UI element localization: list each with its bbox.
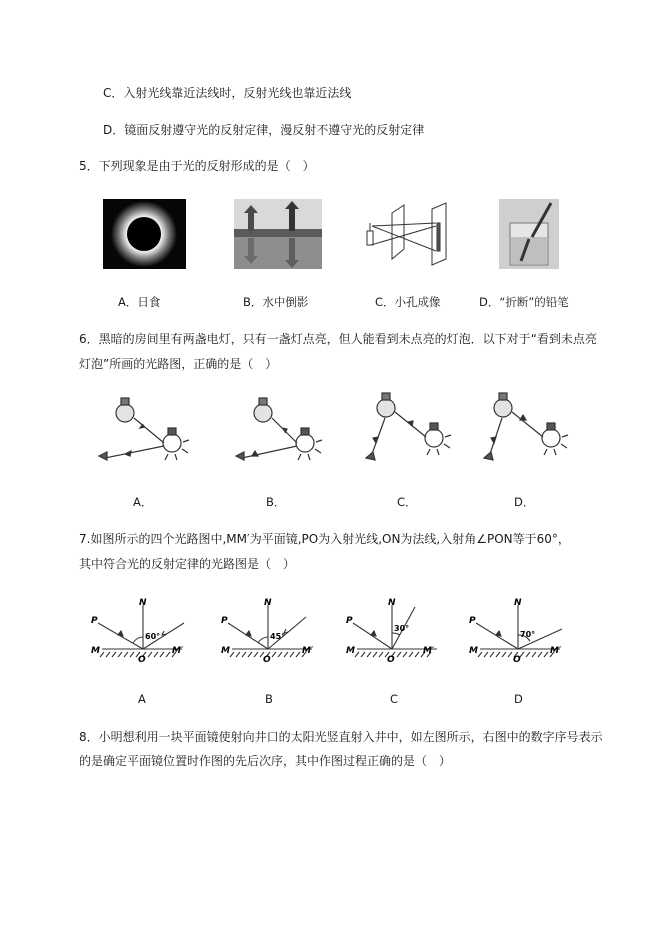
q7a-label-m: M (91, 646, 100, 656)
q6-stem-line2: 灯泡”所画的光路图，正确的是（ ） (79, 357, 278, 371)
q7b-label-o: O (263, 655, 271, 665)
q7-option-b: B (265, 692, 273, 706)
q6-diagram-d (478, 390, 578, 470)
q4-option-c: C．入射光线靠近法线时，反射光线也靠近法线 (103, 86, 352, 100)
q7d-label-o: O (513, 655, 521, 665)
q7d-label-n: N (514, 598, 522, 608)
q7b-angle: 45° (270, 632, 286, 641)
q7a-label-o: O (138, 655, 146, 665)
q7c-label-n: N (388, 598, 396, 608)
q6-diagram-a (95, 390, 195, 470)
q5-stem: 5．下列现象是由于光的反射形成的是（ ） (79, 159, 315, 173)
q6-diagram-c (362, 390, 462, 470)
q7d-label-m: M (469, 646, 478, 656)
q7-diagram-c (343, 593, 453, 665)
q6-diagram-b (230, 390, 330, 470)
q7a-label-mp: M′ (172, 646, 184, 656)
q8-stem-line2: 的是确定平面镜位置时作图的先后次序，其中作图过程正确的是（ ） (79, 754, 452, 768)
q7d-angle: 70° (520, 630, 536, 639)
q7-option-a: A (138, 692, 146, 706)
q7c-label-m: M (346, 646, 355, 656)
q7c-label-p: P (346, 616, 353, 626)
q7c-label-o: O (387, 655, 395, 665)
q7c-label-mp: M′ (423, 646, 435, 656)
q6-option-d: D． (514, 495, 535, 509)
q7-stem-line1: 7.如图所示的四个光路图中,MM′为平面镜,PO为入射光线,ON为法线,入射角∠PON等于60°， (79, 532, 570, 546)
q8-stem-line1: 8．小明想利用一块平面镜使射向井口的太阳光竖直射入井中，如左图所示，右图中的数字序号表示 (79, 730, 603, 744)
q7b-label-n: N (264, 598, 272, 608)
q6-option-b: B． (266, 495, 286, 509)
q7a-label-p: P (91, 616, 98, 626)
q5-option-d: D．“折断”的铅笔 (479, 295, 569, 309)
q6-option-a: A． (133, 495, 153, 509)
q5-option-c: C．小孔成像 (375, 295, 441, 309)
q5-option-b: B．水中倒影 (243, 295, 309, 309)
q7d-label-mp: M′ (550, 646, 562, 656)
q6-stem-line1: 6．黑暗的房间里有两盏电灯，只有一盏灯点亮，但人能看到未点亮的灯泡．以下对于“看到未点亮 (79, 332, 597, 346)
q7c-angle: 30° (394, 624, 410, 633)
q7a-label-n: N (139, 598, 147, 608)
q7-option-c: C (390, 692, 399, 706)
q7d-label-p: P (469, 616, 476, 626)
q6-option-c: C． (397, 495, 417, 509)
q7b-label-mp: M′ (302, 646, 314, 656)
q5-image-solar-eclipse (103, 199, 186, 269)
q7-diagram-d (466, 593, 576, 665)
q7-stem-line2: 其中符合光的反射定律的光路图是（ ） (79, 557, 296, 571)
q7-option-d: D (514, 692, 523, 706)
q5-image-water-reflection (234, 199, 322, 269)
q7b-label-p: P (221, 616, 228, 626)
q7-diagram-b (218, 593, 328, 665)
q5-option-a: A．日食 (118, 295, 161, 309)
q5-image-pinhole (364, 201, 454, 269)
q4-option-d: D．镜面反射遵守光的反射定律，漫反射不遵守光的反射定律 (103, 123, 425, 137)
q7b-label-m: M (221, 646, 230, 656)
q7-diagram-a (88, 593, 198, 665)
q5-image-broken-pencil (499, 199, 559, 269)
q7a-angle: 60° (145, 632, 161, 641)
